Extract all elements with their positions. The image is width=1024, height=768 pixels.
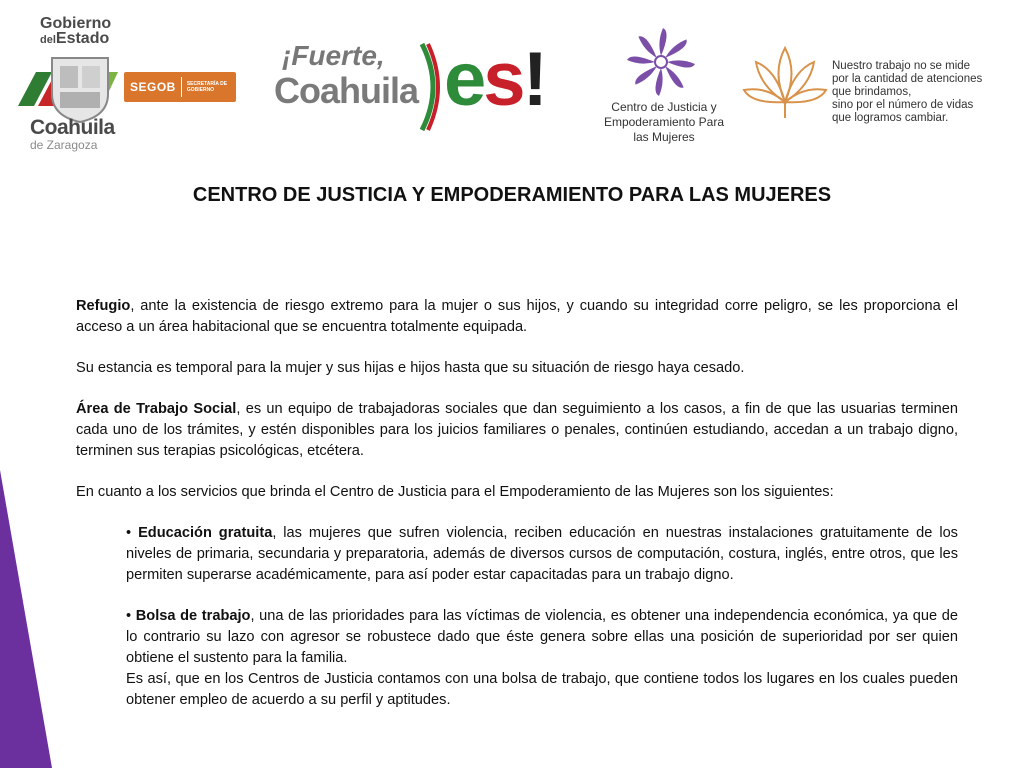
motto-line: sino por el número de vidas: [832, 99, 974, 111]
state-subtitle: de Zaragoza: [30, 138, 98, 152]
motto-line: que logramos cambiar.: [832, 112, 949, 124]
page-title: CENTRO DE JUSTICIA Y EMPODERAMIENTO PARA LAS MUJERES: [192, 184, 832, 206]
motto-line: que brindamos,: [832, 86, 912, 98]
state-name: Coahuila: [30, 116, 115, 139]
centro-justicia-logo: [602, 26, 732, 150]
gobierno-title: Gobierno delEstado: [40, 15, 112, 47]
segob-badge: SEGOB SECRETARÍA DE GOBIERNO: [124, 72, 236, 102]
coat-of-arms-icon: [48, 54, 112, 124]
campaign-line2: Coahuila: [274, 70, 419, 111]
flower-emblem-icon: [624, 26, 698, 98]
bullet-educacion: • Educación gratuita, las mujeres que sufren violencia, reciben educación en nuestras instalaciones gratuitamente de los niveles de primaria, secundaria y preparatoria, además de diversos cursos de computación, costura, inglés, entre otros, que les permiten superarse académicamente, para así poder estar capacitadas para un trabajo digno.: [126, 525, 958, 583]
body-content: [76, 296, 958, 711]
paragraph-estancia: Su estancia es temporal para la mujer y sus hijas e hijos hasta que su situación de riesgo haya cesado.: [76, 360, 745, 376]
paragraph-trabajo-social: Área de Trabajo Social, es un equipo de trabajadoras sociales que dan seguimiento a los casos, a fin de que las usuarias terminen cada uno de los trámites, y estén disponibles para los juicios familiares o penales, continúen estudiando, accedan a un trabajo digno, terminen sus terapias psicológicas, etcétera.: [76, 401, 958, 459]
motto-line: por la cantidad de atenciones: [832, 73, 983, 85]
paragraph-servicios: En cuanto a los servicios que brinda el Centro de Justicia para el Empoderamiento de las Mujeres son los siguientes:: [76, 484, 834, 500]
gobierno-coahuila-logo: [14, 16, 239, 154]
campaign-es: es!: [444, 37, 545, 122]
centro-justicia-logo-text: Centro de Justicia y Empoderamiento Para las Mujeres: [603, 100, 725, 144]
paragraph-bolsa-continuacion: Es así, que en los Centros de Justicia contamos con una bolsa de trabajo, que contiene todos los lugares en los cuales pueden obtener empleo de acuerdo a su perfil y aptitudes.: [126, 671, 958, 708]
motto-text: [832, 60, 982, 125]
campaign-line1: ¡Fuerte,: [282, 40, 385, 71]
campaign-bracket-graphic: [418, 42, 444, 132]
paragraph-refugio: Refugio, ante la existencia de riesgo extremo para la mujer o sus hijos, y cuando su integridad corre peligro, se les proporciona el acceso a un área habitacional que se encuentra totalmente equipada.: [76, 298, 958, 335]
lotus-icon: [742, 42, 828, 120]
motto-line: Nuestro trabajo no se mide: [832, 60, 971, 72]
bullet-bolsa-trabajo: • Bolsa de trabajo, una de las prioridades para las víctimas de violencia, es obtener una independencia económica, ya que de lo contrario su lazo con agresor se robustece dado que éste genera sobre ellas una posición de superioridad por ser quien obtiene el sustento para la familia.: [126, 608, 958, 666]
fuerte-coahuila-logo: [272, 36, 562, 136]
